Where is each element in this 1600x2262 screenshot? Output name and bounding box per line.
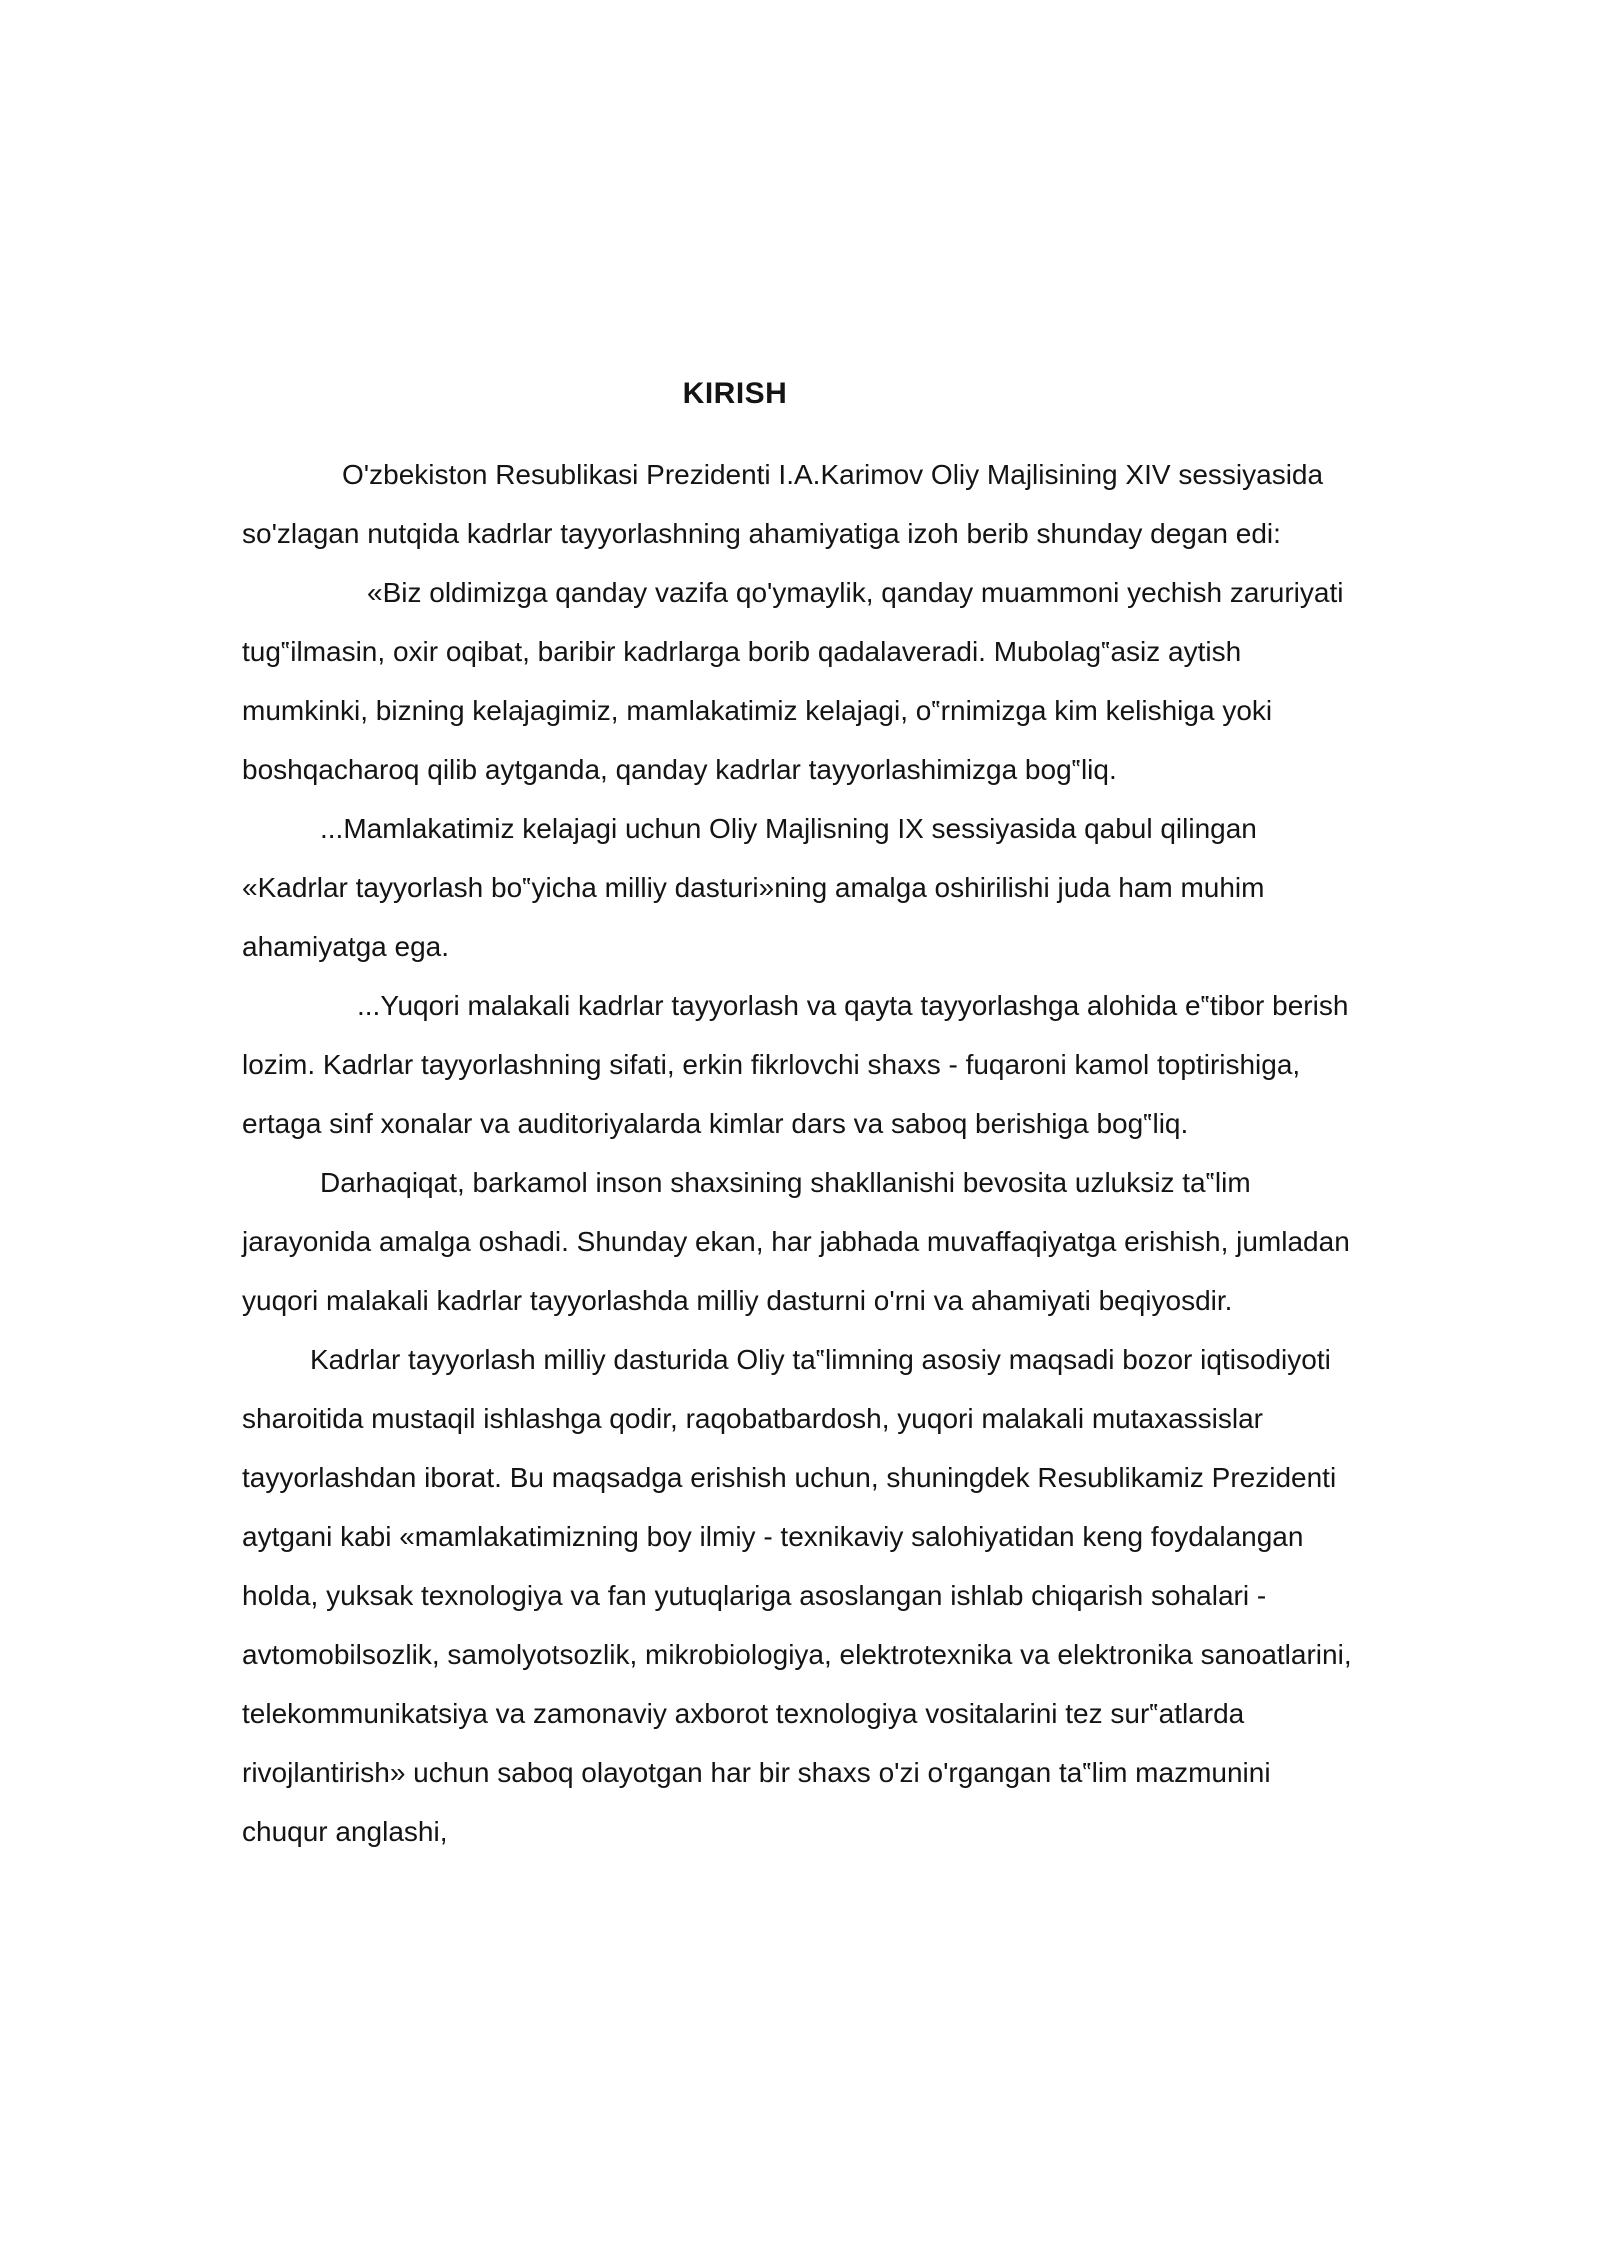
paragraph-5: Darhaqiqat, barkamol inson shaxsining shakllanishi bevosita uzluksiz ta‟lim jarayonida amalga oshadi. Shunday ekan, har jabhada muvaffaqiyatga erishish, jumladan yuqori malakali kadrlar tayyorlashda milliy dasturni o'rni va ahamiyati beqiyosdir. (242, 1167, 1350, 1316)
document-body (242, 445, 1362, 1861)
document-title: KIRISH (682, 377, 788, 410)
paragraph-4: ...Yuqori malakali kadrlar tayyorlash va qayta tayyorlashga alohida e‟tibor berish lozim. Kadrlar tayyorlashning sifati, erkin fikrlovchi shaxs - fuqaroni kamol toptirishiga, ertaga sinf xonalar va auditoriyalarda kimlar dars va saboq berishiga bog‟liq. (242, 990, 1349, 1139)
paragraph-2-quote: «Biz oldimizga qanday vazifa qo'ymaylik, qanday muammoni yechish zaruriyati tug‟ilmasin, oxir oqibat, baribir kadrlarga borib qadalaveradi. Mubolag‟asiz aytish mumkinki, bizning kelajagimiz, mamlakatimiz kelajagi, o‟rnimizga kim kelishiga yoki boshqacharoq qilib aytganda, qanday kadrlar tayyorlashimizga bog‟liq. (242, 577, 1344, 785)
paragraph-6: Kadrlar tayyorlash milliy dasturida Oliy ta‟limning asosiy maqsadi bozor iqtisodiyoti sharoitida mustaqil ishlashga qodir, raqobatbardosh, yuqori malakali mutaxassislar tayyorlashdan iborat. Bu maqsadga erishish uchun, shuningdek Resublikamiz Prezidenti aytgani kabi «mamlakatimizning boy ilmiy - texnikaviy salohiyatidan keng foydalangan holda, yuksak texnologiya va fan yutuqlariga asoslangan ishlab chiqarish sohalari - avtomobilsozlik, samolyotsozlik, mikrobiologiya, elektrotexnika va elektronika sanoatlarini, telekommunikatsiya va zamonaviy axborot texnologiya vositalarini tez sur‟atlarda rivojlantirish» uchun saboq olayotgan har bir shaxs o'zi o'rgangan ta‟lim mazmunini chuqur anglashi, (242, 1344, 1352, 1847)
paragraph-3: ...Mamlakatimiz kelajagi uchun Oliy Majlisning IX sessiyasida qabul qilingan «Kadrlar tayyorlash bo‟yicha milliy dasturi»ning amalga oshirilishi juda ham muhim ahamiyatga ega. (242, 813, 1265, 962)
paragraph-1: O'zbekiston Resublikasi Prezidenti I.A.Karimov Oliy Majlisining XIV sessiyasida so'zlagan nutqida kadrlar tayyorlashning ahamiyatiga izoh berib shunday degan edi: (242, 459, 1324, 549)
